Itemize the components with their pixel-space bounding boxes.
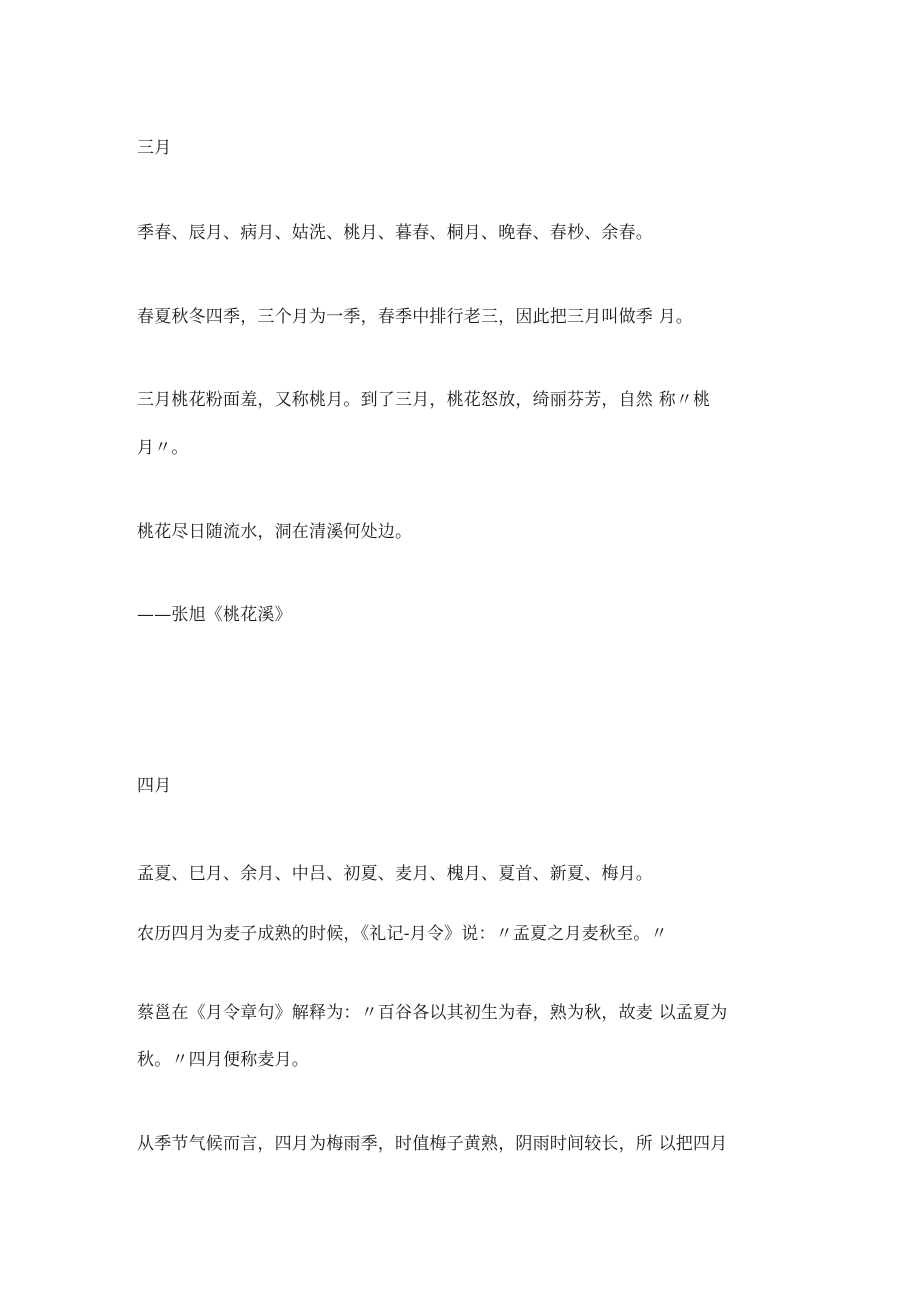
march-paragraph-peach-line1: 三月桃花粉面羞，又称桃月。到了三月，桃花怒放，绮丽芬芳，自然 称〃桃 xyxy=(137,390,711,410)
march-alternate-names: 季春、辰月、病月、姑洗、桃月、暮春、桐月、晚春、春杪、余春。 xyxy=(137,223,653,243)
april-paragraph-caiyong-line2: 秋。〃四月便称麦月。 xyxy=(137,1050,309,1070)
march-poem-attribution: ——张旭《桃花溪》 xyxy=(137,605,292,625)
april-heading: 四月 xyxy=(137,776,172,796)
april-paragraph-wheat: 农历四月为麦子成熟的时候，《礼记-月令》说：〃孟夏之月麦秋至。〃 xyxy=(137,924,668,944)
april-paragraph-caiyong-line1: 蔡邕在《月令章句》解释为：〃百谷各以其初生为春，熟为秋，故麦 以孟夏为 xyxy=(137,1003,728,1023)
march-paragraph-peach-line2: 月〃。 xyxy=(137,438,189,458)
march-heading: 三月 xyxy=(137,138,172,158)
april-alternate-names: 孟夏、巳月、余月、中吕、初夏、麦月、槐月、夏首、新夏、梅月。 xyxy=(137,864,653,884)
march-paragraph-season: 春夏秋冬四季，三个月为一季，春季中排行老三，因此把三月叫做季 月。 xyxy=(137,307,694,327)
april-paragraph-plum-rain-line1: 从季节气候而言，四月为梅雨季，时值梅子黄熟，阴雨时间较长，所 以把四月 xyxy=(137,1134,728,1154)
march-poem-line: 桃花尽日随流水，洞在清溪何处边。 xyxy=(137,522,413,542)
